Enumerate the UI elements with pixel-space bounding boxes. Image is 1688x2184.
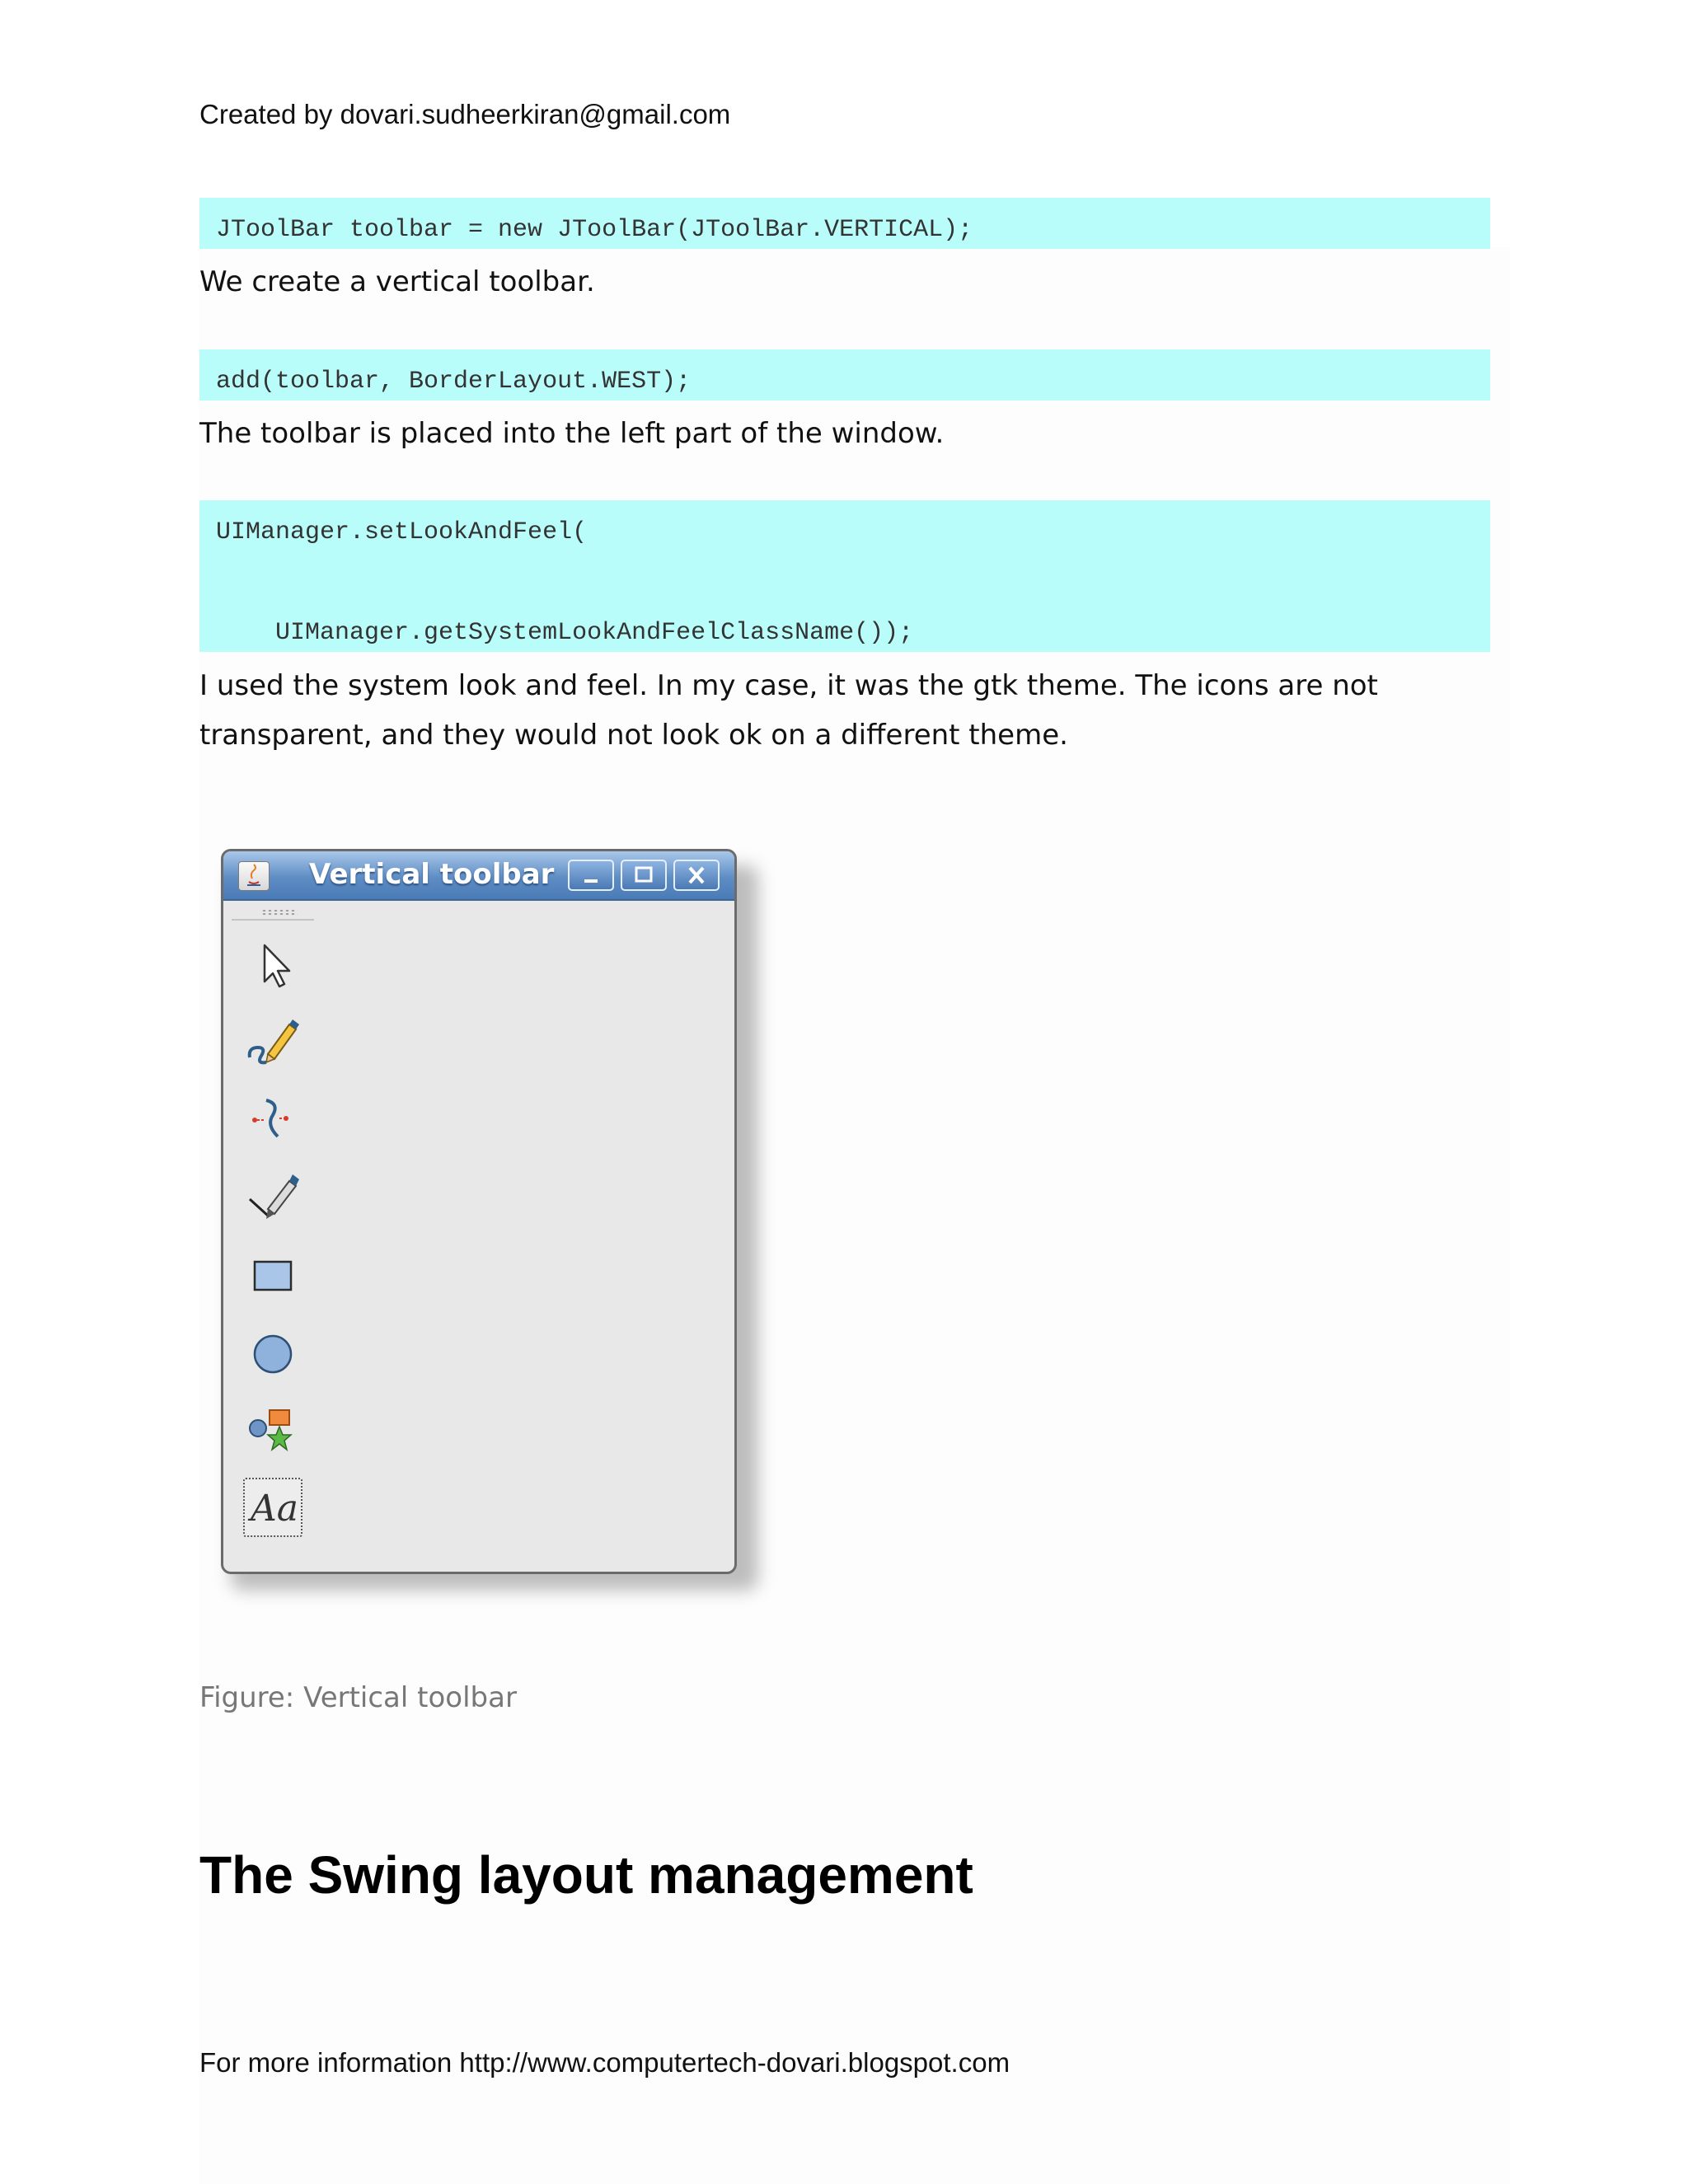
text-tool-button[interactable]: [243, 1478, 302, 1537]
code-line: add(toolbar, BorderLayout.WEST);: [216, 368, 692, 396]
close-button[interactable]: [673, 860, 720, 891]
window-titlebar[interactable]: [223, 851, 734, 901]
bezier-curve-icon: [243, 1090, 302, 1150]
pointer-tool-button[interactable]: [243, 935, 302, 995]
paragraph: We create a vertical toolbar.: [199, 265, 595, 298]
toolbar-drag-handle[interactable]: [232, 906, 314, 921]
minimize-icon: [570, 861, 612, 889]
page-header: Created by dovari.sudheerkiran@gmail.com: [199, 99, 731, 129]
window-title: Vertical toolbar: [309, 858, 555, 891]
grip-dots: [261, 909, 298, 916]
maximize-icon: [622, 861, 665, 889]
paragraph-line: I used the system look and feel. In my case, it was the gtk theme. The icons are not: [199, 669, 1378, 702]
section-heading: The Swing layout management: [199, 1845, 973, 1905]
java-app-icon: [238, 861, 270, 891]
code-block-toolbar: [199, 198, 1490, 249]
ellipse-icon: [243, 1323, 302, 1382]
bezier-tool-button[interactable]: [243, 1090, 302, 1150]
close-icon: [675, 861, 718, 889]
figure-caption: Figure: Vertical toolbar: [199, 1681, 517, 1714]
line-pen-icon: [243, 1168, 302, 1227]
ellipse-tool-button[interactable]: [243, 1323, 302, 1382]
maximize-button[interactable]: [621, 860, 667, 891]
minimize-button[interactable]: [568, 860, 614, 891]
pointer-icon: [243, 935, 302, 995]
code-block-lookandfeel: [199, 500, 1490, 652]
shapes-icon: [243, 1400, 302, 1460]
shapes-tool-button[interactable]: [243, 1400, 302, 1460]
paragraph: The toolbar is placed into the left part of the window.: [199, 417, 945, 450]
vertical-toolbar-window: [221, 849, 737, 1574]
paragraph: [199, 661, 1490, 760]
text-tool-label: Aa: [250, 1488, 299, 1530]
paragraph-line: transparent, and they would not look ok on a different theme.: [199, 719, 1068, 752]
code-line: JToolBar toolbar = new JToolBar(JToolBar.VERTICAL);: [216, 216, 973, 244]
code-block-add: [199, 349, 1490, 401]
code-line: UIManager.getSystemLookAndFeelClassName());: [216, 619, 914, 647]
freehand-tool-button[interactable]: [243, 1013, 302, 1072]
text-icon: [245, 1479, 304, 1539]
rectangle-tool-button[interactable]: [243, 1245, 302, 1305]
page-footer: For more information http://www.computertech-dovari.blogspot.com: [199, 2047, 1010, 2078]
rectangle-icon: [243, 1245, 302, 1305]
freehand-pencil-icon: [243, 1013, 302, 1072]
line-tool-button[interactable]: [243, 1168, 302, 1227]
code-line: UIManager.setLookAndFeel(: [216, 518, 588, 546]
